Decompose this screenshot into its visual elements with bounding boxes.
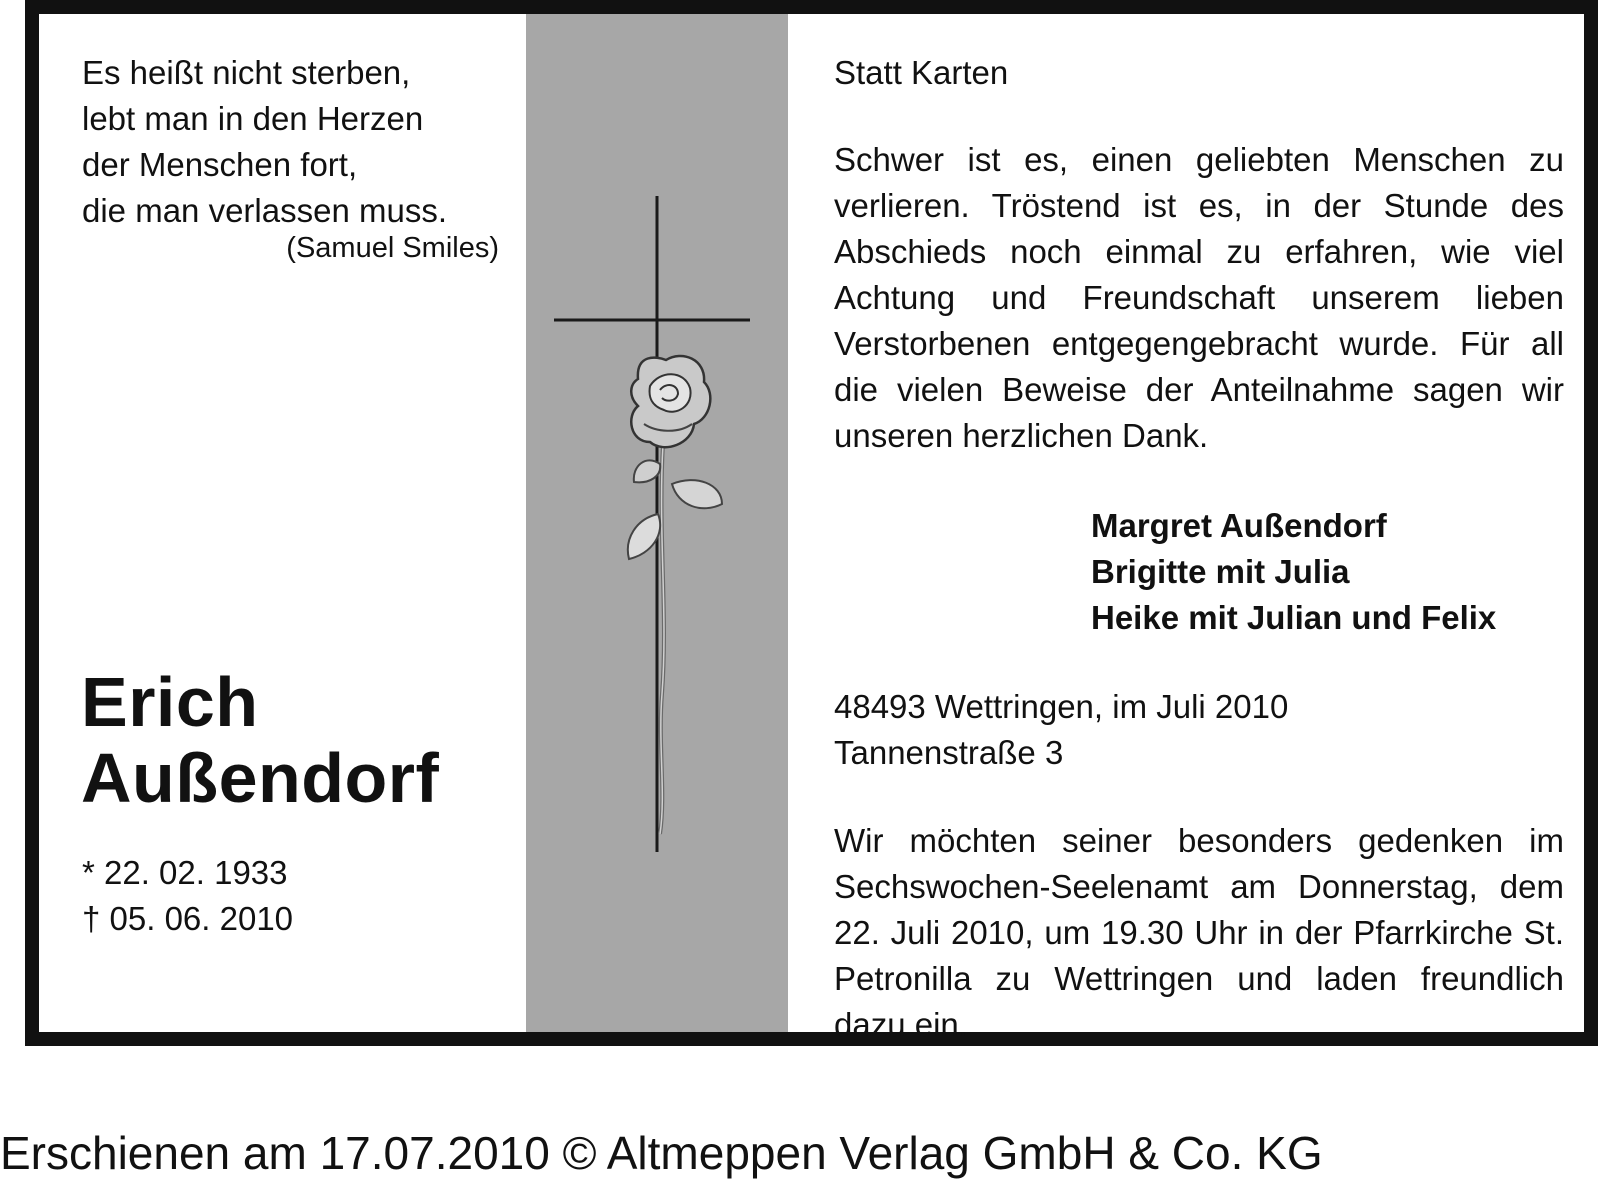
deceased-name xyxy=(81,664,439,816)
thanks-paragraph: Schwer ist es, einen geliebten Menschen zu verlieren. Tröstend ist es, in der Stunde des Abschieds noch einmal zu erfahren, wie viel Achtung und Freundschaft unserem lieben Verstorbenen entgegengebracht wurde. Für all die vielen Beweise der Anteilnahme sagen wir unseren herzlichen Dank. xyxy=(834,141,1564,454)
place-date: 48493 Wettringen, im Juli 2010 xyxy=(834,688,1289,725)
poem-line-1: Es heißt nicht sterben, xyxy=(82,54,411,91)
street: Tannenstraße 3 xyxy=(834,734,1064,771)
poem xyxy=(82,50,447,234)
left-column xyxy=(39,14,526,1032)
poem-line-2: lebt man in den Herzen xyxy=(82,100,424,137)
notice-heading: Statt Karten xyxy=(834,54,1009,91)
deceased-first-name: Erich xyxy=(81,663,259,741)
rose-icon xyxy=(628,356,722,834)
cross-with-rose-icon xyxy=(526,14,788,1032)
obituary-frame xyxy=(25,0,1598,1046)
poem-line-4: die man verlassen muss. xyxy=(82,192,447,229)
death-date: † 05. 06. 2010 xyxy=(82,900,294,937)
signers xyxy=(1091,503,1496,641)
signer-3: Heike mit Julian und Felix xyxy=(1091,599,1497,636)
memorial-paragraph: Wir möchten seiner besonders gedenken im Sechswochen-Seelenamt am Donnerstag, dem 22. Juli 2010, um 19.30 Uhr in der Pfarrkirche St. Petronilla zu Wettringen und laden freundlich dazu ein. xyxy=(834,822,1564,1043)
signer-2: Brigitte mit Julia xyxy=(1091,553,1350,590)
birth-date: * 22. 02. 1933 xyxy=(82,854,288,891)
publication-credit: Erschienen am 17.07.2010 © Altmeppen Verlag GmbH & Co. KG xyxy=(0,1127,1323,1179)
life-dates xyxy=(82,850,293,942)
address xyxy=(834,684,1288,776)
deceased-last-name: Außendorf xyxy=(81,739,440,817)
poem-attribution: (Samuel Smiles) xyxy=(286,232,499,264)
decorative-stripe xyxy=(526,14,788,1032)
right-column xyxy=(788,14,1584,1043)
signer-1: Margret Außendorf xyxy=(1091,507,1387,544)
poem-line-3: der Menschen fort, xyxy=(82,146,358,183)
